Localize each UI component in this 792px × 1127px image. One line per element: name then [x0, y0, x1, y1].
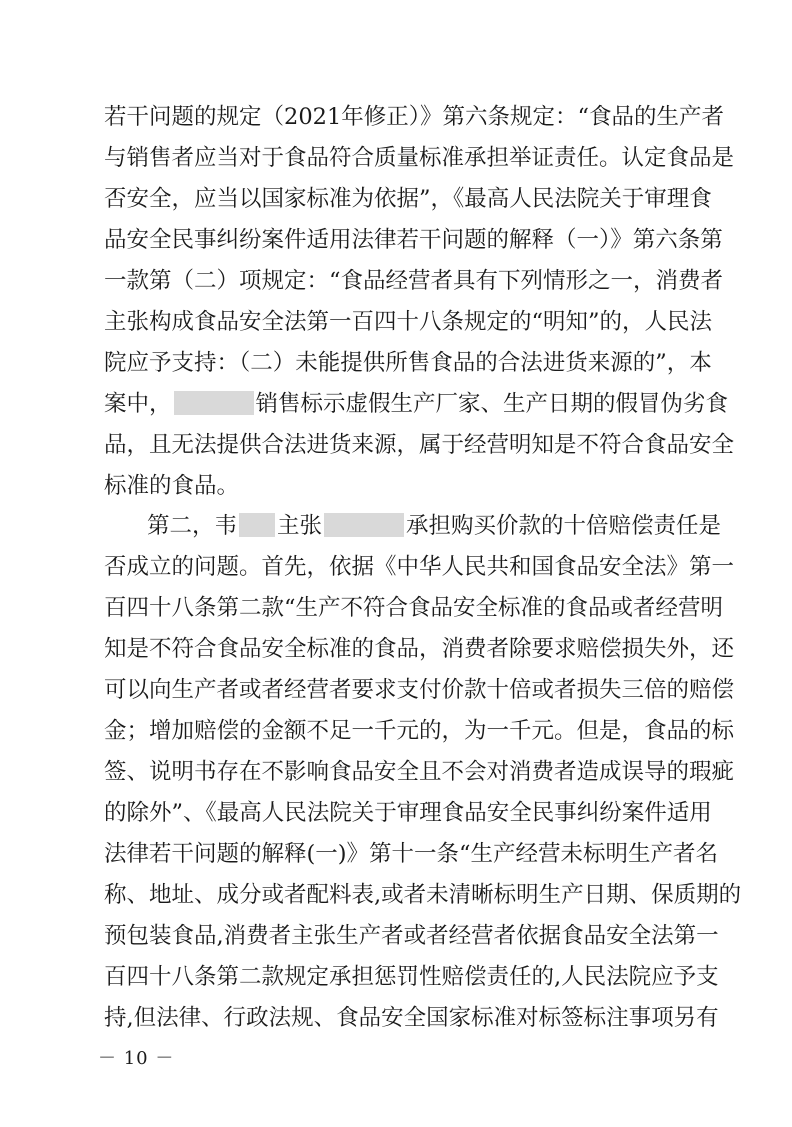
page-number: － 10 － — [98, 1048, 175, 1069]
text-segment: 案中， — [104, 391, 172, 417]
text-line-13: 百四十八条第二款“生产不符合食品安全标准的食品或者经营明 — [104, 595, 724, 621]
text-line-23: 持,但法律、行政法规、食品安全国家标准对标签标注事项另有 — [104, 1005, 719, 1031]
text-line-20: 称、地址、成分或者配料表,或者未清晰标明生产日期、保质期的 — [104, 882, 742, 908]
text-line-6: 主张构成食品安全法第一百四十八条规定的“明知”的，人民法 — [104, 309, 713, 335]
text-line-11 — [147, 510, 722, 542]
text-line-10: 标准的食品。 — [104, 473, 240, 499]
text-segment: 主张 — [277, 513, 323, 539]
text-line-22: 百四十八条第二款规定承担惩罚性赔偿责任的,人民法院应予支 — [104, 964, 719, 990]
text-line-1: 若干问题的规定（2021年修正）》第六条规定：“食品的生产者 — [104, 104, 725, 130]
redacted-name-block — [324, 513, 404, 537]
text-line-2: 与销售者应当对于食品符合质量标准承担举证责任。认定食品是 — [104, 145, 735, 171]
text-segment: 销售标示虚假生产厂家、生产日期的假冒伪劣食 — [255, 391, 729, 417]
text-line-3: 否安全，应当以国家标准为依据”，《最高人民法院关于审理食 — [104, 186, 712, 212]
text-line-18: 的除外”、《最高人民法院关于审理食品安全民事纠纷案件适用 — [104, 800, 712, 826]
text-segment: 承担购买价款的十倍赔偿责任是 — [406, 513, 722, 539]
text-line-5: 一款第（二）项规定：“食品经营者具有下列情形之一，消费者 — [104, 268, 724, 294]
text-line-4: 品安全民事纠纷案件适用法律若干问题的解释（一）》第六条第 — [104, 227, 723, 253]
text-line-17: 签、说明书存在不影响食品安全且不会对消费者造成误导的瑕疵 — [104, 759, 735, 785]
text-line-12: 否成立的问题。首先，依据《中华人民共和国食品安全法》第一 — [104, 554, 735, 580]
text-line-9: 品，且无法提供合法进货来源，属于经营明知是不符合食品安全 — [104, 432, 735, 458]
text-line-7: 院应予支持：（二）未能提供所售食品的合法进货来源的”，本 — [104, 350, 712, 376]
text-segment: 第二，韦 — [147, 513, 238, 539]
redacted-name-block — [174, 391, 254, 415]
text-line-21: 预包装食品,消费者主张生产者或者经营者依据食品安全法第一 — [104, 923, 719, 949]
text-line-16: 金；增加赔偿的金额不足一千元的，为一千元。但是，食品的标 — [104, 718, 735, 744]
text-line-8 — [104, 388, 729, 420]
redacted-name-block — [239, 513, 275, 537]
text-line-19: 法律若干问题的解释(一)》第十一条“生产经营未标明生产者名 — [104, 841, 719, 867]
text-line-14: 知是不符合食品安全标准的食品，消费者除要求赔偿损失外，还 — [104, 636, 735, 662]
text-line-15: 可以向生产者或者经营者要求支付价款十倍或者损失三倍的赔偿 — [104, 677, 735, 703]
